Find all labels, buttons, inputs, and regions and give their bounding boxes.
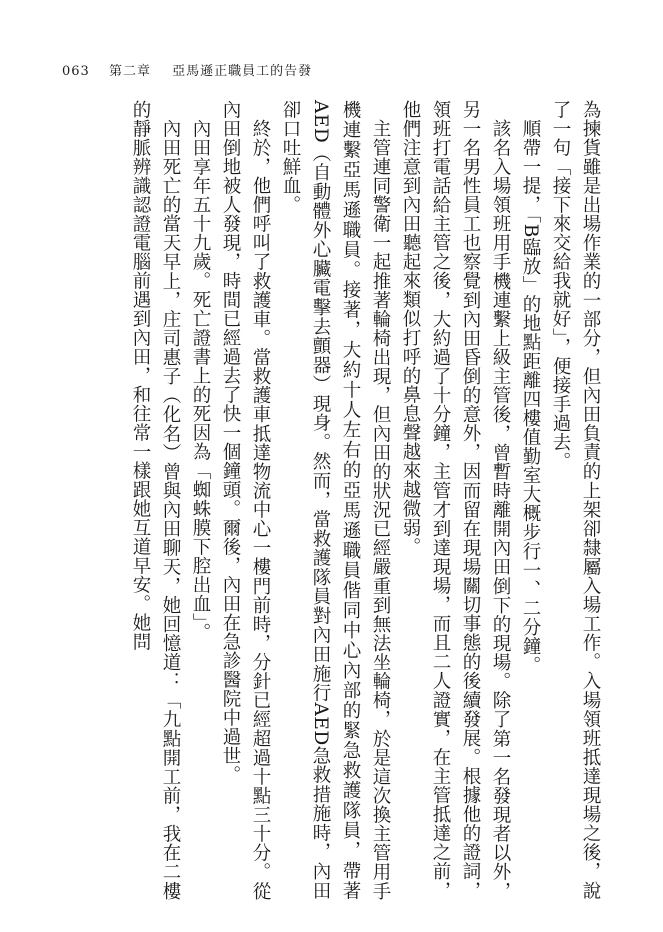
running-header — [62, 60, 312, 79]
body-text — [60, 100, 605, 900]
paragraph-6: 內田享年五十九歲。死亡證書上的死因為「蜘蛛膜下腔出血」。 — [190, 118, 211, 642]
paragraph-5: 終於，他們呼叫了救護車。當救護車抵達物流中心一樓門前時，分針已經超過十點三十分。從內田倒地被人發現，時間已經過去了快一個鐘頭。爾後，內田在急診醫院中過世。 — [220, 100, 271, 900]
paragraph-4: 主管連同警衛一起推著輪椅出現，但內田的狀況已經嚴重到無法坐輪椅，於是這次換主管用手機連繫亞馬遜職員。接著，大約十人左右的亞馬遜職員偕同中心內部的緊急救護隊員，帶著AED（自動體外心臟電擊去顫器）現身。然而，當救護隊員對內田施行AED急救措施時，內田卻口吐鮮血。 — [280, 100, 391, 900]
chapter-label: 第二章 — [108, 64, 151, 79]
paragraph-1: 為揀貨雖是出場作業的一部分，但內田負責的上架卻隸屬入場工作。入場領班抵達現場之後，說了一句「接下來交給我就好」，便接手過去。 — [550, 100, 601, 900]
paragraph-3: 該名入場領班用手機連繫上級主管後，曾暫時離開內田倒下的現場。除了第一名發現者以外，另一名男性員工也察覺到內田昏倒的意外，因而留在現場關切事態的後續發展。根據他的證詞，領班打電話給主管之後，大約過了十分鐘，主管才到達現場，而且二人證實，在主管抵達之前，他們注意到內田聽起來類似打呼的鼻息聲越來越微弱。 — [400, 100, 511, 900]
page-number: 063 — [62, 64, 90, 79]
chapter-title: 亞馬遜正職員工的告發 — [172, 64, 313, 79]
paragraph-7: 內田死亡的當天早上，庄司惠子（化名）曾與內田聊天，她回憶道：「九點開工前，我在二樓的靜脈辨識認證電腦前遇到內田，和往常一樣跟她互道早安。她問 — [130, 100, 181, 900]
paragraph-2: 順帶一提，「B臨放」的地點距離四樓值勤室大概步行一、二分鐘。 — [520, 118, 541, 675]
